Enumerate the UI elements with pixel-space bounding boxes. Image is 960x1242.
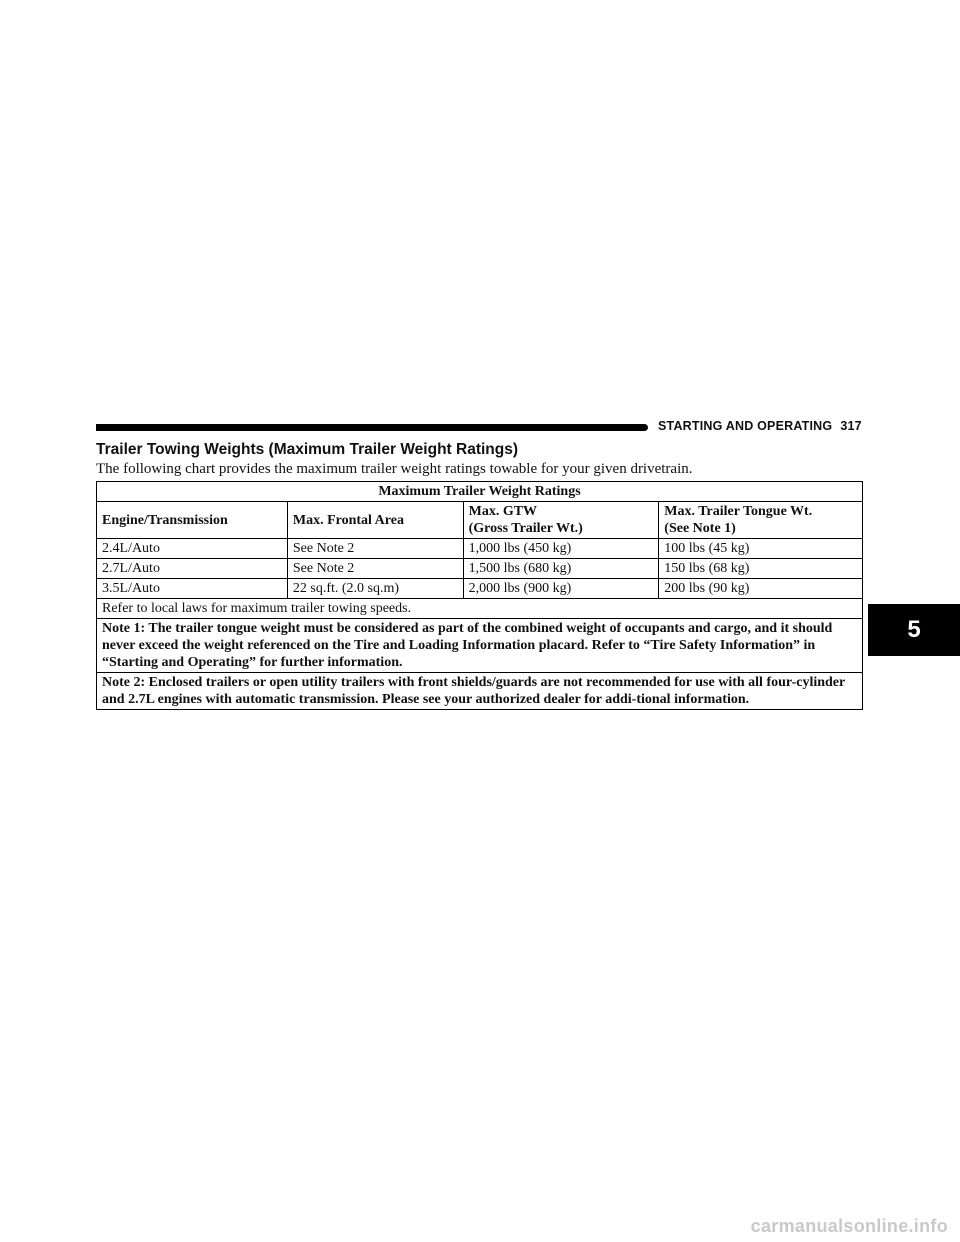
cell-frontal-area: See Note 2 bbox=[287, 539, 463, 559]
running-header bbox=[658, 419, 862, 433]
cell-engine: 3.5L/Auto bbox=[97, 579, 288, 599]
intro-paragraph: The following chart provides the maximum trailer weight ratings towable for your given drivetrain. bbox=[96, 461, 693, 477]
cell-engine: 2.4L/Auto bbox=[97, 539, 288, 559]
header-tongue-line1: Max. Trailer Tongue Wt. bbox=[664, 504, 813, 519]
speed-note-row bbox=[97, 599, 863, 619]
note2-row bbox=[97, 673, 863, 710]
table-row bbox=[97, 559, 863, 579]
trailer-weight-ratings-table bbox=[96, 481, 863, 710]
section-title: Trailer Towing Weights (Maximum Trailer Weight Ratings) bbox=[96, 441, 519, 458]
cell-frontal-area: 22 sq.ft. (2.0 sq.m) bbox=[287, 579, 463, 599]
cell-gtw: 1,000 lbs (450 kg) bbox=[463, 539, 659, 559]
cell-gtw: 1,500 lbs (680 kg) bbox=[463, 559, 659, 579]
note1-row bbox=[97, 619, 863, 673]
header-frontal-area: Max. Frontal Area bbox=[287, 502, 463, 539]
cell-gtw: 2,000 lbs (900 kg) bbox=[463, 579, 659, 599]
note-2: Note 2: Enclosed trailers or open utility trailers with front shields/guards are not recommended for use with all four-cylinder and 2.7L engines with automatic transmission. Please see your authorized dealer for addi-tional information. bbox=[97, 673, 863, 710]
cell-tongue: 150 lbs (68 kg) bbox=[659, 559, 863, 579]
table-caption-row bbox=[97, 482, 863, 502]
header-gtw bbox=[463, 502, 659, 539]
table-caption: Maximum Trailer Weight Ratings bbox=[97, 482, 863, 502]
note-1: Note 1: The trailer tongue weight must be considered as part of the combined weight of occupants and cargo, and it should never exceed the weight referenced on the Tire and Loading Information placard. Refer to “Tire Safety Information” in “Starting and Operating” for further information. bbox=[97, 619, 863, 673]
speed-note: Refer to local laws for maximum trailer towing speeds. bbox=[97, 599, 863, 619]
cell-tongue: 100 lbs (45 kg) bbox=[659, 539, 863, 559]
chapter-tab: 5 bbox=[868, 604, 960, 656]
table-row bbox=[97, 579, 863, 599]
watermark: carmanualsonline.info bbox=[750, 1216, 948, 1236]
cell-engine: 2.7L/Auto bbox=[97, 559, 288, 579]
header-gtw-line2: (Gross Trailer Wt.) bbox=[468, 521, 583, 536]
header-engine: Engine/Transmission bbox=[97, 502, 288, 539]
header-section-name: STARTING AND OPERATING bbox=[658, 419, 833, 433]
header-tongue-line2: (See Note 1) bbox=[664, 521, 736, 536]
header-tongue bbox=[659, 502, 863, 539]
header-rule bbox=[96, 424, 648, 431]
cell-frontal-area: See Note 2 bbox=[287, 559, 463, 579]
cell-tongue: 200 lbs (90 kg) bbox=[659, 579, 863, 599]
header-gtw-line1: Max. GTW bbox=[468, 504, 538, 519]
table-header-row bbox=[97, 502, 863, 539]
page-number: 317 bbox=[840, 419, 862, 433]
table-row bbox=[97, 539, 863, 559]
